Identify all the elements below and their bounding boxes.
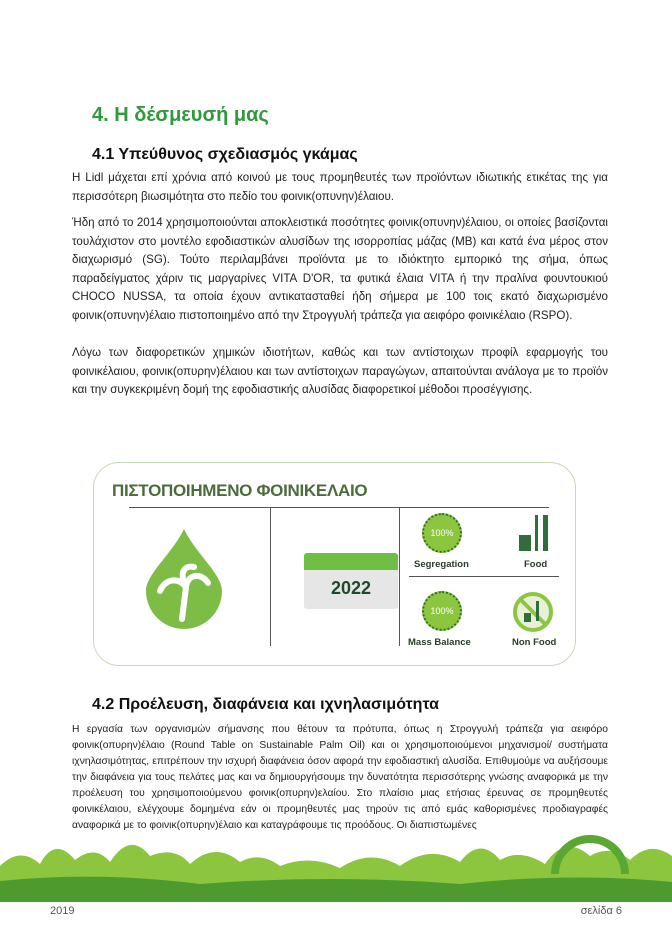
segregation-label: Segregation [414, 559, 469, 570]
page-number: σελίδα 6 [580, 905, 622, 917]
certified-palm-oil-infographic [93, 462, 576, 666]
divider [129, 507, 549, 508]
divider [399, 508, 400, 646]
green-landscape-footer-illustration [0, 826, 672, 902]
divider [409, 576, 559, 577]
segregation-badge: 100% [422, 513, 462, 553]
food-icon [519, 513, 549, 555]
food-label: Food [524, 559, 548, 570]
calendar-year: 2022 [330, 578, 372, 598]
mass-balance-badge: 100% [422, 591, 462, 631]
section-heading-4-1: 4.1 Υπεύθυνος σχεδιασμός γκάμας [92, 146, 358, 163]
non-food-icon [512, 591, 554, 633]
section-heading-4-2: 4.2 Προέλευση, διαφάνεια και ιχνηλασιμότητα [92, 696, 439, 713]
footer-year: 2019 [50, 905, 75, 917]
paragraph: Ήδη από το 2014 χρησιμοποιούνται αποκλειστικά ποσότητες φοινικ(οπυνην)έλαιου, οι οποίες βασίζονται τουλάχιστον στο μοντέλο εφοδιαστικών αλυσίδων της ισορροπίας μάζας (MB) και κατά ένα μέρος στον διαχωρισμό (SG). Τούτο περιλαμβάνει προϊόντα με το ιδιόκτητο εμπορικό της σήμα, όπως παραδείγματος χάριν τις μαργαρίνες VITA D'OR, τα φυτικά έλαια VITA ή την πραλίνα φουντουκιού CHOCO NUSSA, τα οποία έχουν αντικατασταθεί ήδη σήμερα με 100 τοις εκατό διαχωρισμένο φοινικ(οπυνην)έλαιο πιστοποιημένο από την Στρογγυλή τράπεζα για αειφόρο φοινικέλαιο (RSPO). [72, 216, 608, 322]
mass-balance-label: Mass Balance [408, 637, 471, 648]
palm-drop-icon [146, 529, 222, 629]
paragraph: Η Lidl μάχεται επί χρόνια από κοινού με τους προμηθευτές των προϊόντων ιδιωτικής ετικέτας της για περισσότερη βιωσιμότητα στο πεδίο του φοινικ(οπυνην)έλαιου. [72, 171, 608, 203]
paragraph: Η εργασία των οργανισμών σήμανσης που θέτουν τα πρότυπα, όπως η Στρογγυλή τράπεζα για αειφόρο φοινικ(οπυρην)έλαιο (Round Table on Sustainable Palm Oil) και οι χρησιμοποιούμενοι μηχανισμοί/ συστήματα ιχνηλασιμότητας, επιτρέπουν την ισχυρή διαφάνεια όσον αφορά την εφοδιαστική αλυσίδα. Επιθυμούμε να αυξήσουμε την διαφάνεια για τους πελάτες μας και να δημιουργήσουμε την δυνατότητα περισσότερης γνώσης αναφορικά με την προέλευση του χρησιμοποιούμενου φοινικ(οπυρην)ελαίου. Στο πλαίσιο μιας ετήσιας έρευνας σε προμηθευτές φοινικέλαιου, ελέγχουμε δομημένα εάν οι προμηθευτές μας τηρούν τις από εμάς καθορισμένες προδιαγραφές αναφορικά με το φοινικ(οπυρην)έλαιο και καταγράφουμε τις προόδους. Οι διαπιστωμένες [72, 724, 608, 831]
non-food-label: Non Food [512, 637, 557, 648]
divider [270, 508, 271, 646]
paragraph: Λόγω των διαφορετικών χημικών ιδιοτήτων, καθώς και των αντίστοιχων προφίλ εφαρμογής του φοινικέλαιου, φοινικ(οπυρην)έλαιου και των αντίστοιχων παραγώγων, απαιτούνται ανάλογα με το προϊόν και την συγκεκριμένη δομή της εφοδιαστικής αλυσίδας διαφορετικοί μέθοδοι προσέγγισης. [72, 346, 608, 397]
chapter-heading: 4. Η δέσμευσή μας [92, 104, 269, 126]
calendar-icon [304, 553, 398, 609]
infographic-title: ΠΙΣΤΟΠΟΙΗΜΕΝΟ ΦΟΙΝΙΚΕΛΑΙΟ [112, 481, 368, 500]
